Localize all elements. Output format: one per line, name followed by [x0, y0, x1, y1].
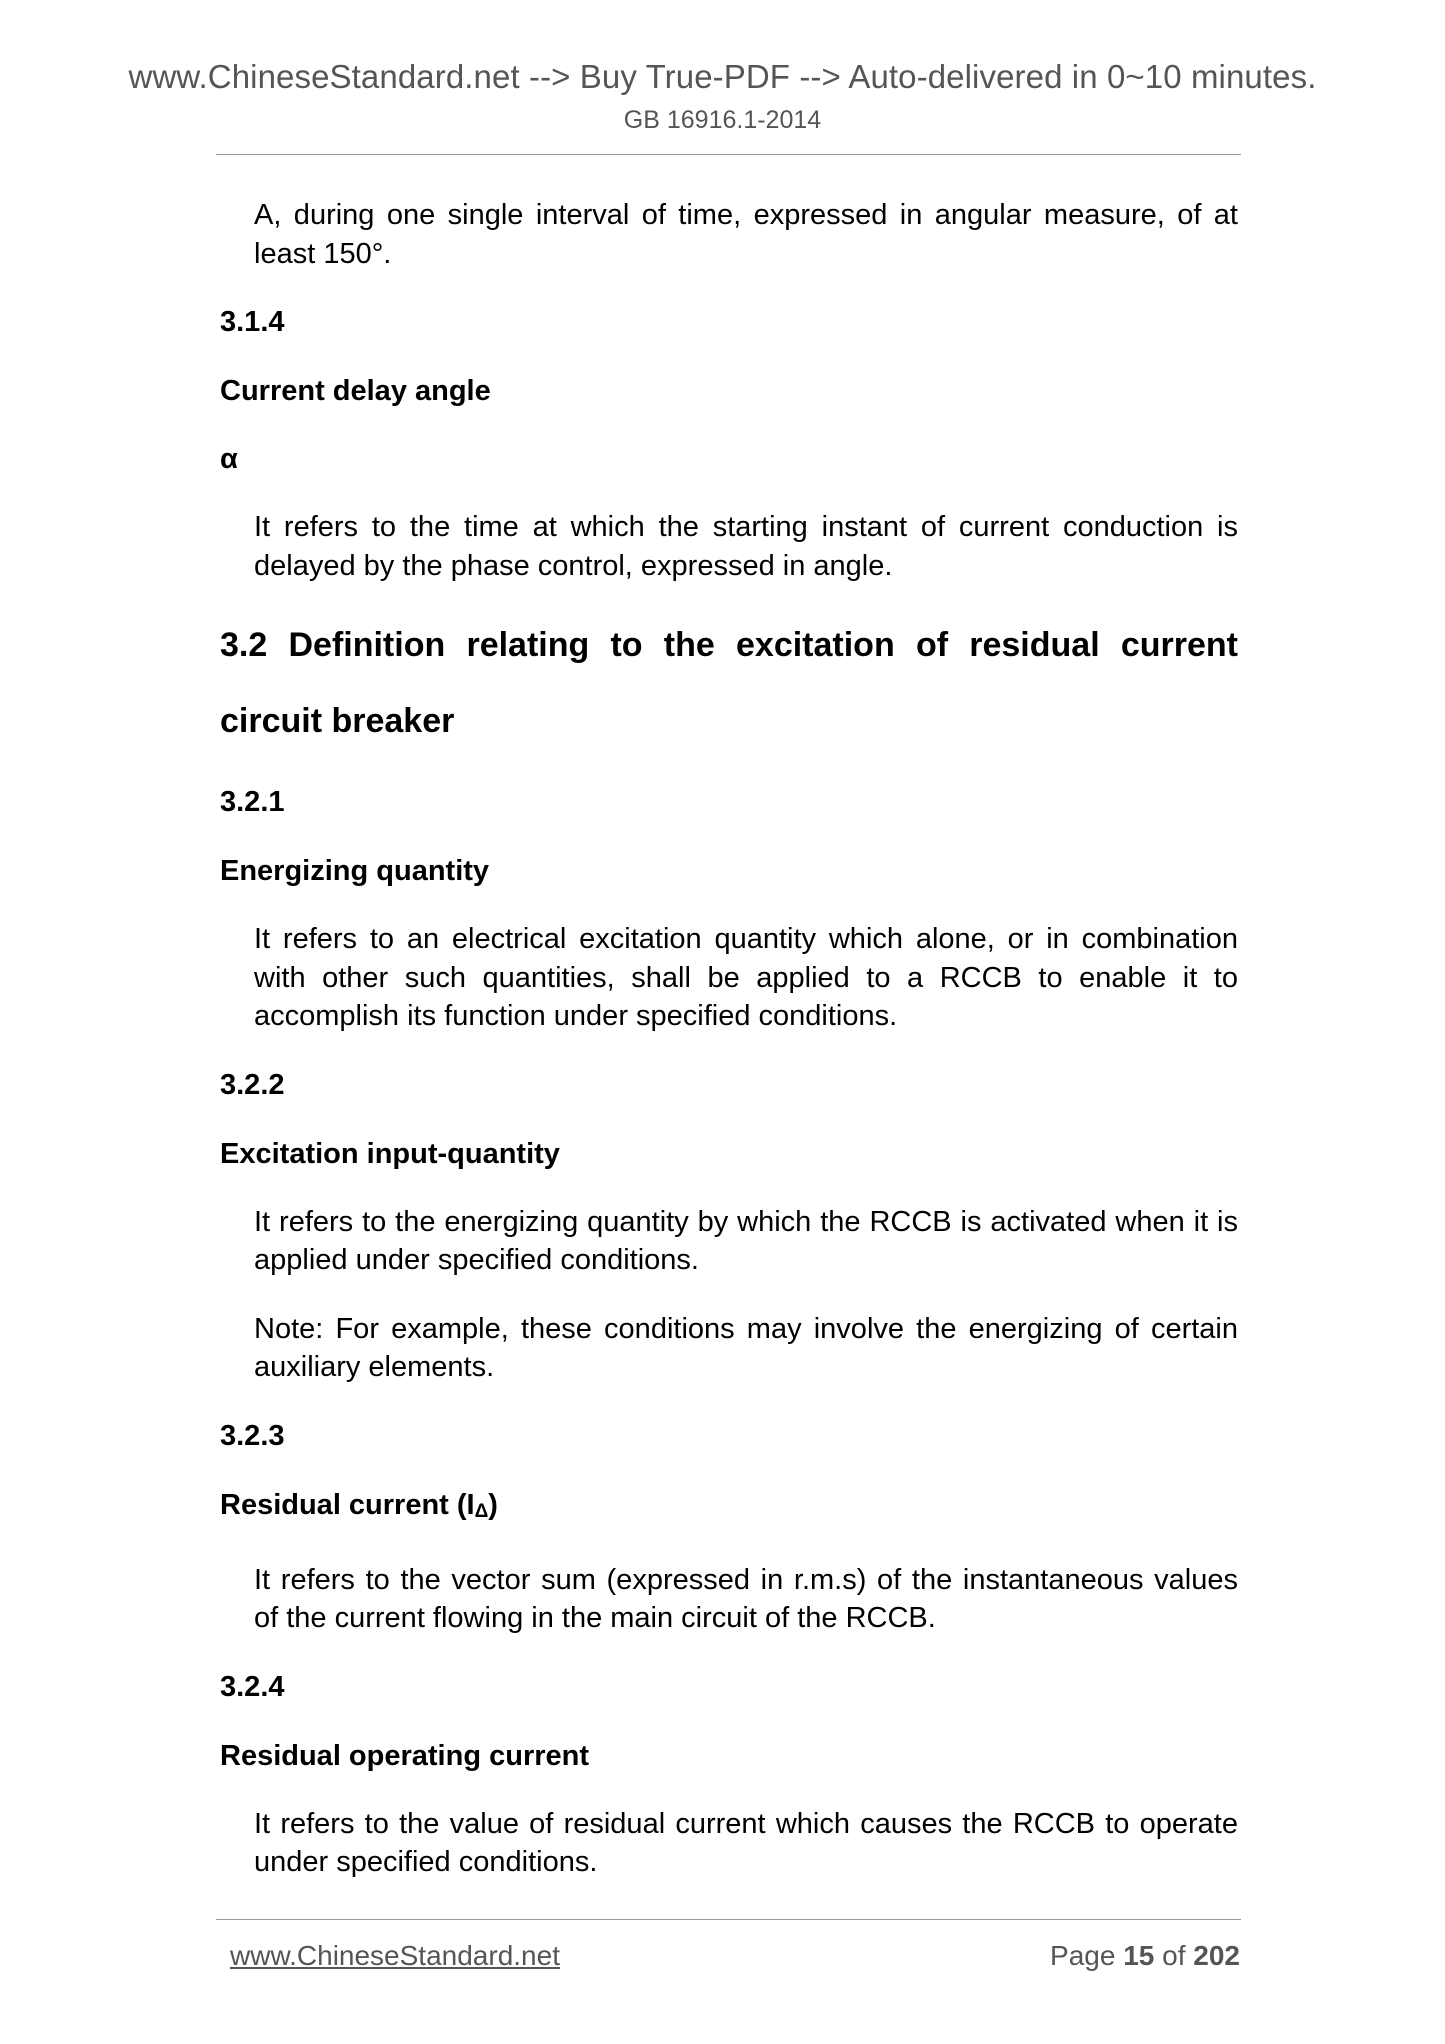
term-residual-current-main: Residual current (I	[220, 1488, 475, 1521]
term-symbol-alpha: α	[220, 443, 238, 475]
definition-3-2-2: It refers to the energizing quantity by which the RCCB is activated when it is applied under specified conditions.	[254, 1205, 1238, 1276]
clause-number-3-2-1: 3.2.1	[220, 786, 285, 818]
clause-number-3-1-4: 3.1.4	[220, 306, 285, 338]
term-energizing-quantity: Energizing quantity	[220, 855, 490, 887]
clause-number-3-2-4: 3.2.4	[220, 1670, 285, 1703]
term-residual-current	[220, 1486, 1238, 1531]
definition-3-2-4: It refers to the value of residual current which causes the RCCB to operate under specified conditions.	[254, 1807, 1238, 1878]
document-body	[220, 196, 1238, 1882]
term-residual-current-subscript: Δ	[474, 1500, 489, 1522]
page-number	[1050, 1940, 1240, 1972]
term-excitation-input-quantity: Excitation input-quantity	[220, 1137, 560, 1170]
page-total: 202	[1193, 1940, 1240, 1971]
footer-divider	[216, 1919, 1241, 1920]
section-heading-line2: circuit breaker	[220, 702, 455, 740]
clause-number-3-2-3: 3.2.3	[220, 1419, 285, 1452]
page-of: of	[1162, 1940, 1186, 1971]
definition-3-1-4: It refers to the time at which the starting instant of current conduction is delayed by the phase control, expressed in angle.	[254, 511, 1238, 582]
page-label: Page	[1050, 1940, 1116, 1971]
term-residual-current-close: )	[488, 1488, 498, 1521]
header-banner: www.ChineseStandard.net --> Buy True-PDF --> Auto-delivered in 0~10 minutes.	[128, 58, 1317, 95]
term-current-delay-angle: Current delay angle	[220, 375, 491, 407]
header-divider	[216, 154, 1241, 155]
section-heading-3-2	[220, 607, 1238, 759]
clause-number-3-2-2: 3.2.2	[220, 1068, 285, 1101]
standard-code: GB 16916.1-2014	[623, 106, 822, 134]
footer-site-link[interactable]: www.ChineseStandard.net	[230, 1940, 560, 1971]
definition-3-2-3: It refers to the vector sum (expressed in r.m.s) of the instantaneous values of the current flowing in the main circuit of the RCCB.	[254, 1563, 1238, 1634]
section-heading-line1: 3.2 Definition relating to the excitation of residual current	[220, 626, 1238, 664]
page-current: 15	[1123, 1940, 1155, 1971]
continuation-paragraph: A, during one single interval of time, expressed in angular measure, of at least 150°.	[254, 199, 1238, 270]
definition-3-2-1: It refers to an electrical excitation quantity which alone, or in combination with other such quantities, shall be applied to a RCCB to enable it to accomplish its function under specified conditions.	[254, 923, 1238, 1032]
term-residual-operating-current: Residual operating current	[220, 1739, 590, 1772]
note-3-2-2: Note: For example, these conditions may involve the energizing of certain auxiliary elements.	[254, 1312, 1238, 1383]
